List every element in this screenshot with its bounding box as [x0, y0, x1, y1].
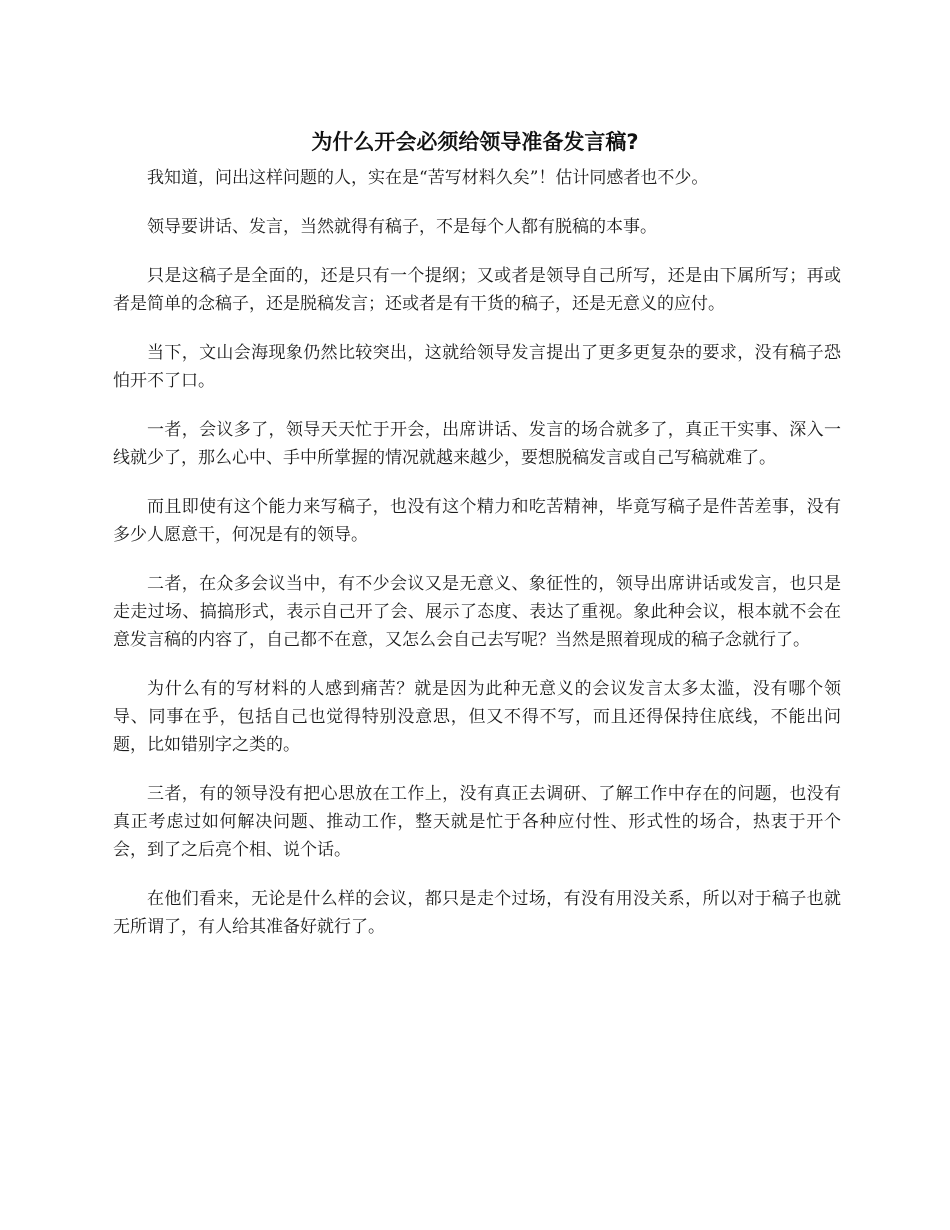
paragraph-5: 一者，会议多了，领导天天忙于开会，出席讲话、发言的场合就多了，真正干实事、深入一线就少了，那么心中、手中所掌握的情况就越来越少，要想脱稿发言或自己写稿就难了。 — [113, 420, 841, 468]
paragraph-4: 当下，文山会海现象仍然比较突出，这就给领导发言提出了更多更复杂的要求，没有稿子恐怕开不了口。 — [113, 343, 841, 391]
paragraph-6: 而且即使有这个能力来写稿子，也没有这个精力和吃苦精神，毕竟写稿子是件苦差事，没有多少人愿意干，何况是有的领导。 — [113, 497, 841, 545]
paragraph-3: 只是这稿子是全面的，还是只有一个提纲；又或者是领导自己所写，还是由下属所写；再或者是简单的念稿子，还是脱稿发言；还或者是有干货的稿子，还是无意义的应付。 — [113, 266, 841, 314]
paragraph-8: 为什么有的写材料的人感到痛苦？就是因为此种无意义的会议发言太多太滥，没有哪个领导、同事在乎，包括自己也觉得特别没意思，但又不得不写，而且还得保持住底线，不能出问题，比如错别字之类的。 — [113, 679, 841, 755]
paragraph-9: 三者，有的领导没有把心思放在工作上，没有真正去调研、了解工作中存在的问题，也没有真正考虑过如何解决问题、推动工作，整天就是忙于各种应付性、形式性的场合，热衷于开个会，到了之后亮个相、说个话。 — [113, 784, 841, 860]
paragraph-1: 我知道，问出这样问题的人，实在是“苦写材料久矣”！估计同感者也不少。 — [147, 168, 709, 188]
paragraph-7: 二者，在众多会议当中，有不少会议又是无意义、象征性的，领导出席讲话或发言，也只是走走过场、搞搞形式，表示自己开了会、展示了态度、表达了重视。象此种会议，根本就不会在意发言稿的内容了，自己都不在意，又怎么会自己去写呢？当然是照着现成的稿子念就行了。 — [113, 574, 841, 650]
page-title: 为什么开会必须给领导准备发言稿? — [311, 130, 639, 155]
paragraph-2: 领导要讲话、发言，当然就得有稿子，不是每个人都有脱稿的本事。 — [147, 217, 657, 237]
article-body — [113, 164, 841, 962]
paragraph-10: 在他们看来，无论是什么样的会议，都只是走个过场，有没有用没关系，所以对于稿子也就无所谓了，有人给其准备好就行了。 — [113, 889, 841, 937]
